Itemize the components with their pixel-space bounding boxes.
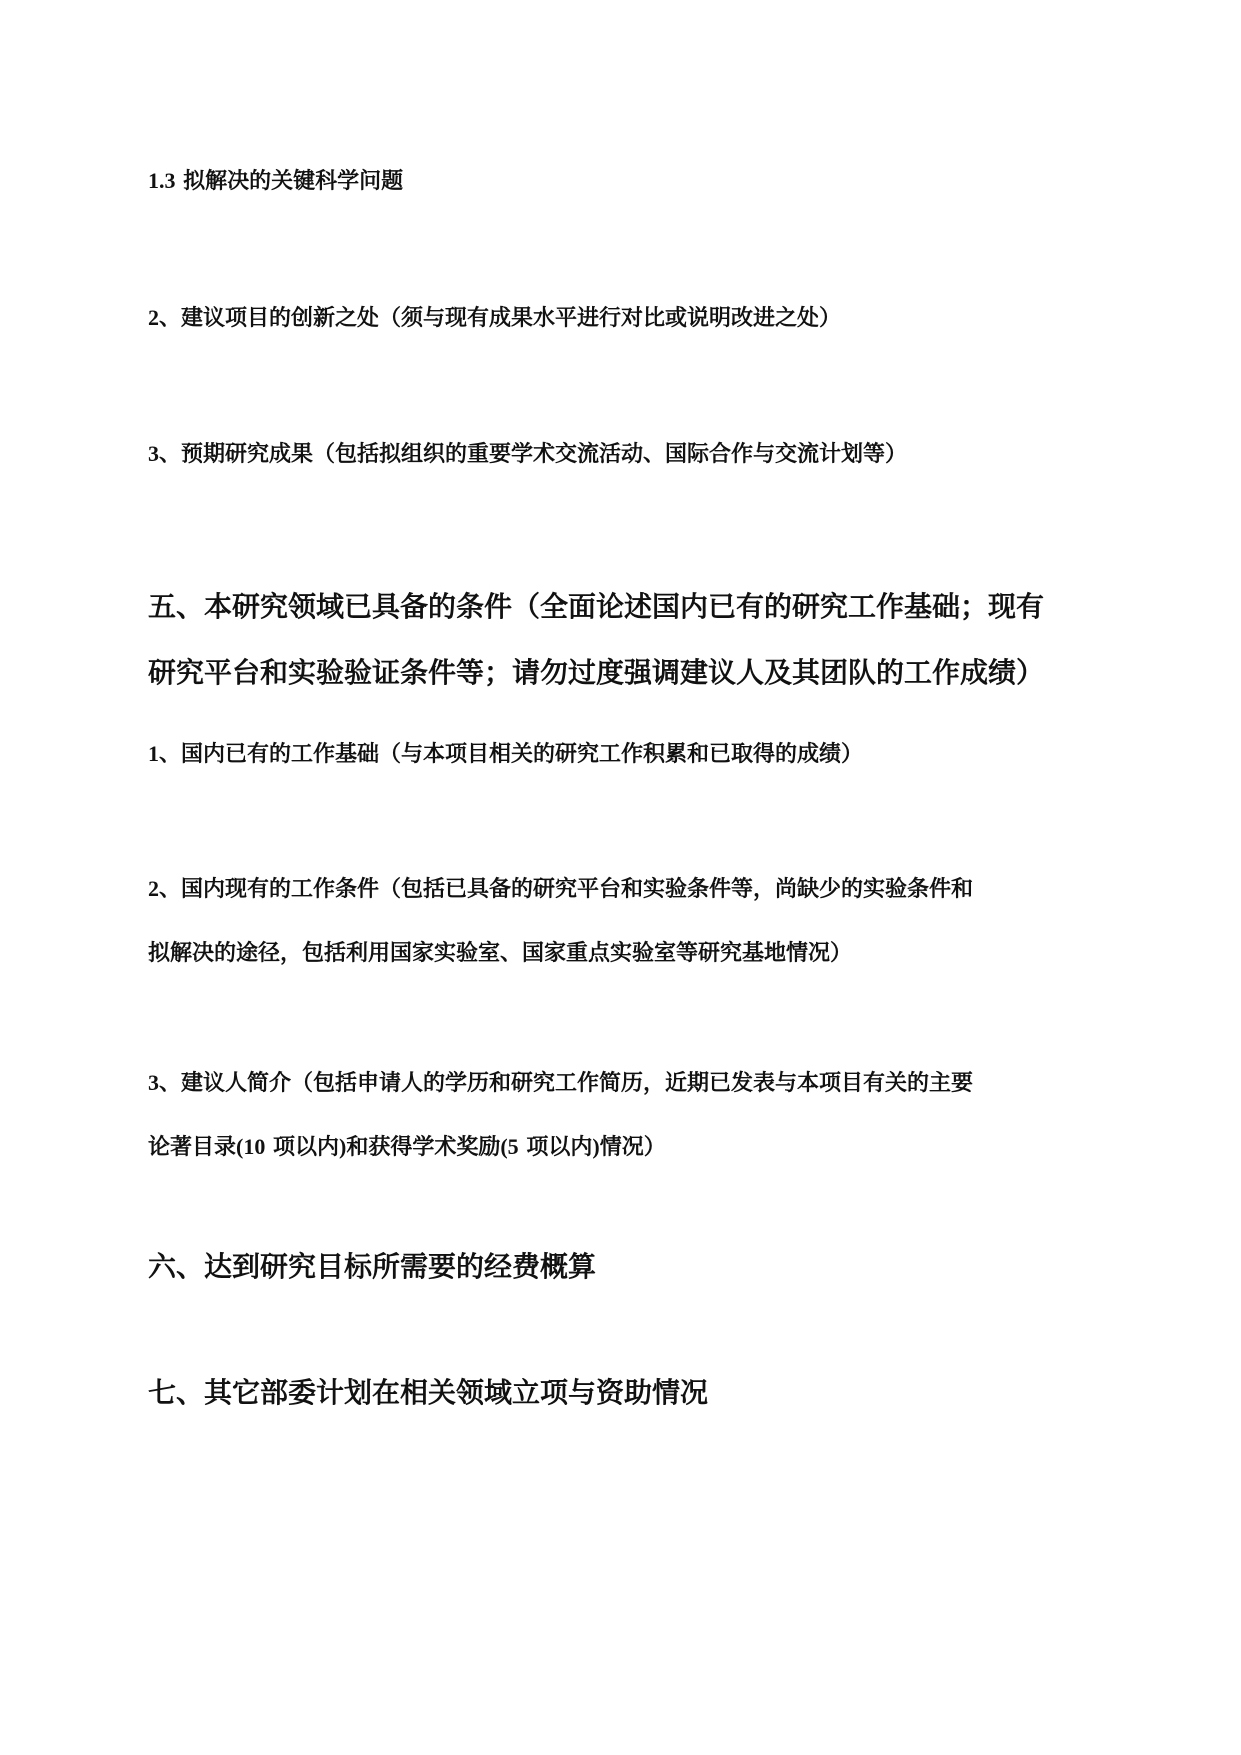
- item-domestic-conditions-line2: 拟解决的途径，包括利用国家实验室、国家重点实验室等研究基地情况）: [148, 941, 853, 966]
- item-number: 1: [148, 741, 159, 766]
- bio-text: 项以内: [265, 1135, 340, 1160]
- item-text: 、预期研究成果（包括拟组织的重要学术交流活动、国际合作与交流计划等）: [159, 442, 908, 467]
- bio-text: 和获得学术奖励: [346, 1135, 501, 1160]
- bio-number: (5: [500, 1134, 519, 1159]
- section-6-heading: 六、达到研究目标所需要的经费概算: [148, 1250, 597, 1283]
- item-number: 1.3: [148, 168, 176, 193]
- item-innovation: [148, 303, 841, 334]
- item-text: 、国内现有的工作条件（包括已具备的研究平台和实验条件等，尚缺少的实验条件和: [159, 877, 974, 902]
- item-text: 拟解决的关键科学问题: [183, 169, 404, 194]
- section-5-heading-line1: 五、本研究领域已具备的条件（全面论述国内已有的研究工作基础；现有: [148, 590, 1045, 623]
- bio-text: 情况）: [599, 1135, 666, 1160]
- item-number: 3: [148, 1070, 159, 1095]
- item-text: 、国内已有的工作基础（与本项目相关的研究工作积累和已取得的成绩）: [159, 742, 864, 767]
- item-text: 、建议人简介（包括申请人的学历和研究工作简历，近期已发表与本项目有关的主要: [159, 1071, 974, 1096]
- bio-text: 论著目录: [148, 1135, 237, 1160]
- item-proposer-bio-line1: [148, 1068, 973, 1099]
- section-7-heading: 七、其它部委计划在相关领域立项与资助情况: [148, 1376, 709, 1409]
- item-domestic-foundation: [148, 739, 863, 770]
- item-number: 2: [148, 305, 159, 330]
- subsection-1-3: [148, 166, 403, 197]
- bio-number: (10: [236, 1134, 266, 1159]
- item-proposer-bio-line2: [148, 1132, 666, 1163]
- item-number: 3: [148, 441, 159, 466]
- item-number: 2: [148, 876, 159, 901]
- bio-paren: ): [592, 1134, 600, 1159]
- item-domestic-conditions-line1: [148, 874, 973, 905]
- bio-paren: ): [339, 1134, 347, 1159]
- item-text: 、建议项目的创新之处（须与现有成果水平进行对比或说明改进之处）: [159, 306, 842, 331]
- section-5-heading-line2: 研究平台和实验验证条件等；请勿过度强调建议人及其团队的工作成绩）: [148, 656, 1045, 689]
- bio-text: 项以内: [518, 1135, 593, 1160]
- item-expected-results: [148, 439, 907, 470]
